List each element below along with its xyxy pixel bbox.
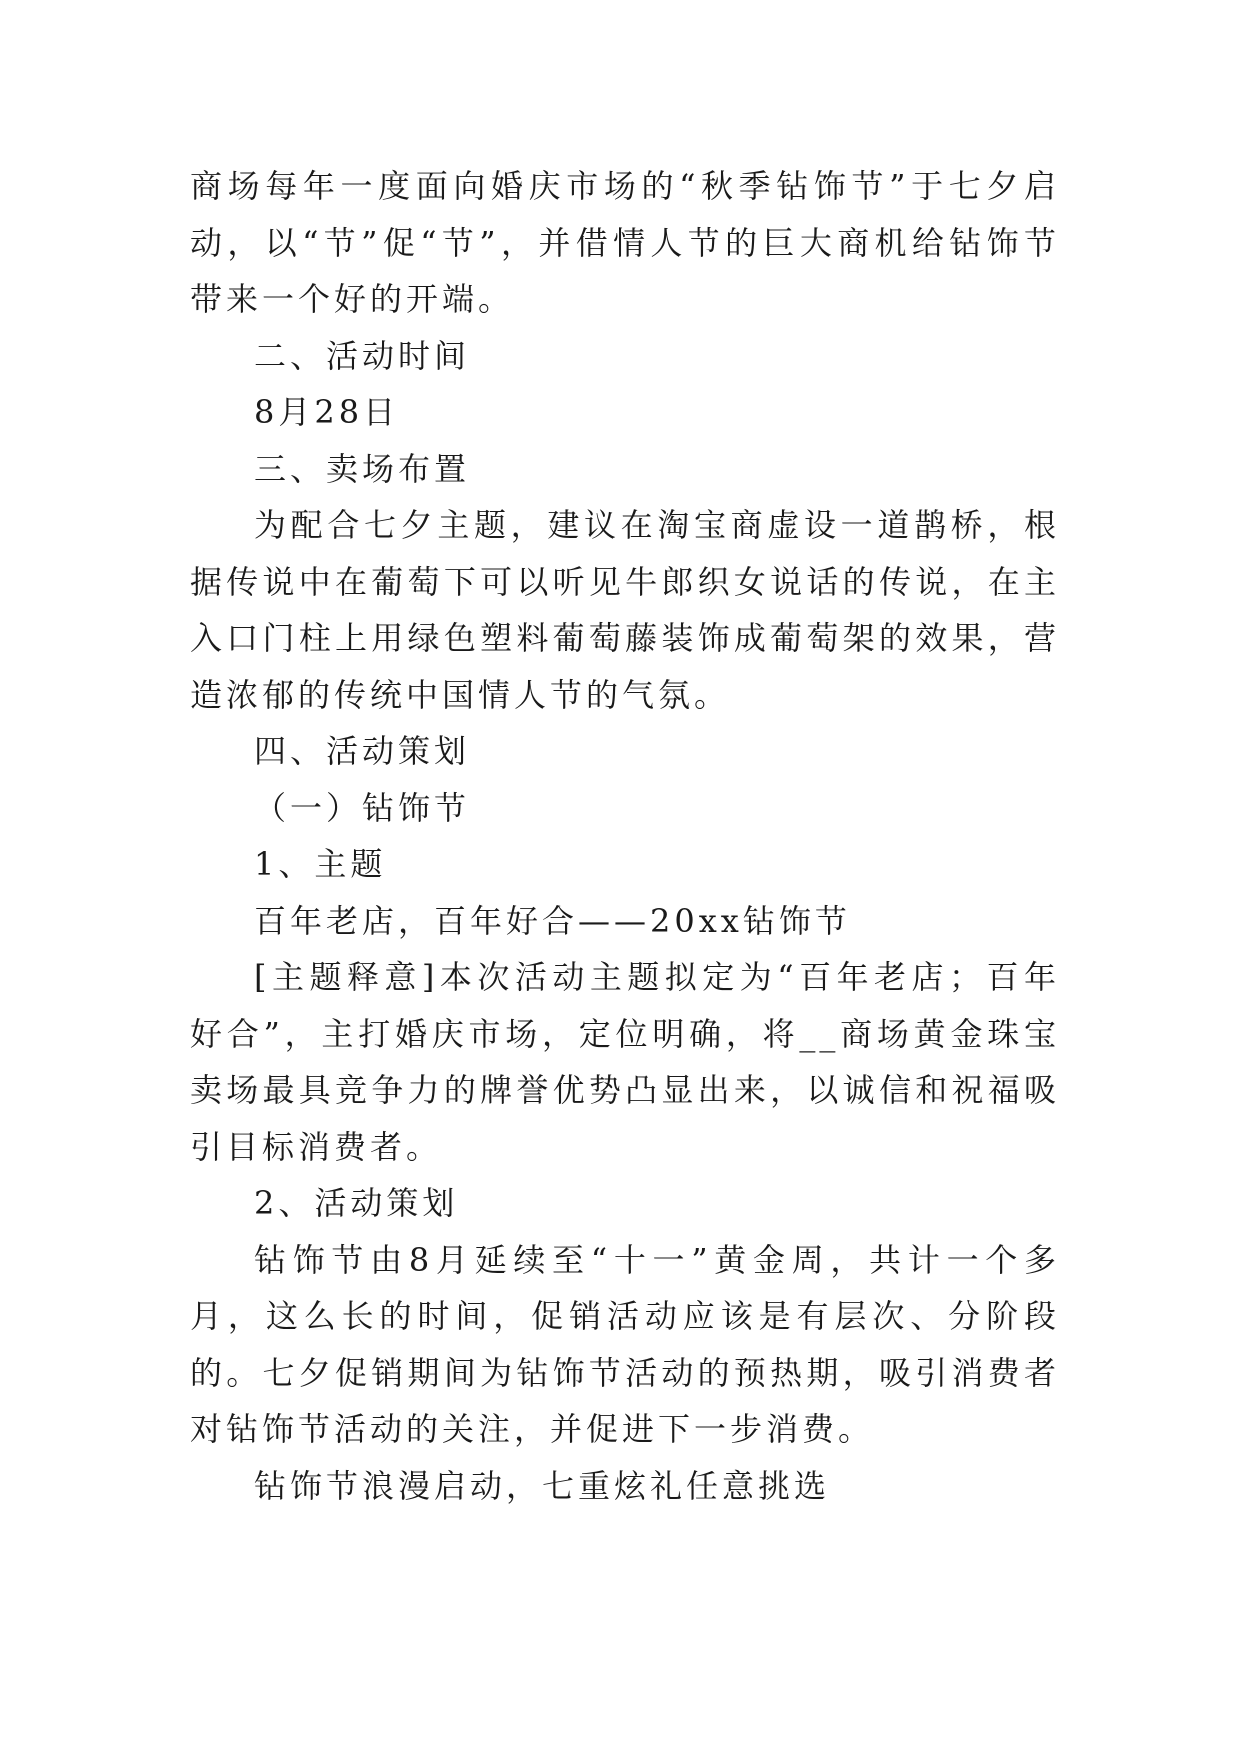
heading-store-layout: 三、卖场布置 (254, 449, 471, 488)
document-body (190, 158, 1060, 1514)
heading-activity-plan: 四、活动策划 (254, 732, 471, 770)
item-activity-plan: 2、活动策划 (254, 1184, 459, 1222)
subheading-diamond-festival: （一）钻饰节 (254, 788, 471, 827)
paragraph-theme-explanation: [主题释意]本次活动主题拟定为“百年老店；百年好合”，主打婚庆市场，定位明确，将__商场黄金珠宝卖场最具竞争力的牌誉优势凸显出来，以诚信和祝福吸引目标消费者。 (190, 958, 1060, 1166)
item-theme: 1、主题 (254, 845, 387, 883)
paragraph-store-layout: 为配合七夕主题，建议在淘宝商虚设一道鹊桥，根据传说中在葡萄下可以听见牛郎织女说话的传说，在主入口门柱上用绿色塑料葡萄藤装饰成葡萄架的效果，营造浓郁的传统中国情人节的气氛。 (190, 506, 1060, 714)
theme-slogan: 百年老店，百年好合——20xx钻饰节 (254, 901, 851, 940)
paragraph-launch: 钻饰节浪漫启动，七重炫礼任意挑选 (254, 1466, 831, 1505)
activity-date: 8月28日 (254, 393, 400, 431)
heading-activity-time: 二、活动时间 (254, 336, 471, 375)
paragraph-activity-plan: 钻饰节由8月延续至“十一”黄金周，共计一个多月，这么长的时间，促销活动应该是有层次、分阶段的。七夕促销期间为钻饰节活动的预热期，吸引消费者对钻饰节活动的关注，并促进下一步消费。 (190, 1240, 1060, 1448)
paragraph-intro: 商场每年一度面向婚庆市场的“秋季钻饰节”于七夕启动，以“节”促“节”，并借情人节的巨大商机给钻饰节带来一个好的开端。 (190, 167, 1060, 318)
